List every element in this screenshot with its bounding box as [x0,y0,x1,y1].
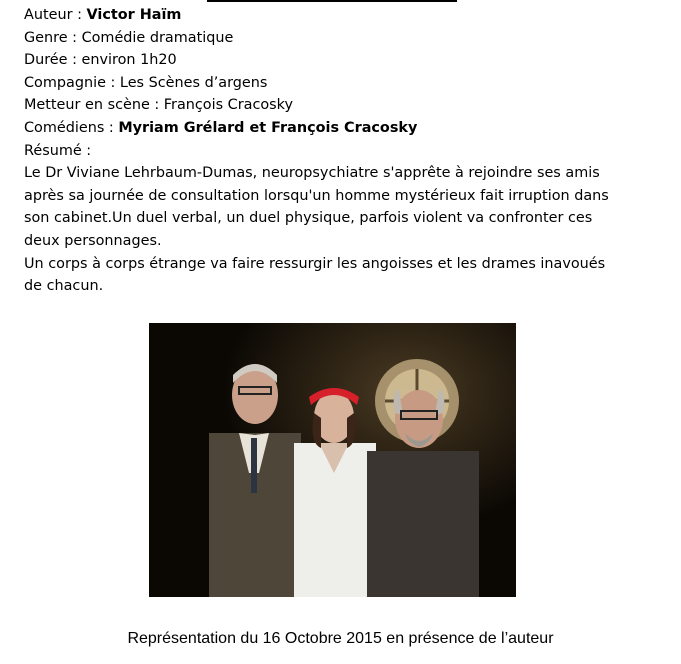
author-line [24,4,664,27]
summary-line-4: deux personnages. [24,232,162,249]
top-rule [207,0,457,2]
author-name: Victor Haïm [86,7,182,23]
play-info [24,4,664,298]
actors-names: Myriam Grélard et François Cracosky [118,119,418,136]
summary-line-1: Le Dr Viviane Lehrbaum-Dumas, neuropsychiatre s'apprête à rejoindre ses amis [24,165,600,182]
actors-label: Comédiens : [24,119,119,136]
duration-line: Durée : environ 1h20 [24,52,177,69]
photo-caption: Représentation du 16 Octobre 2015 en présence de l’auteur [127,630,554,647]
summary-label: Résumé : [24,142,92,159]
author-label: Auteur : [24,7,87,23]
director-line: Metteur en scène : François Cracosky [24,97,294,114]
cast-photo-illustration [149,323,516,597]
company-line: Compagnie : Les Scènes d’argens [24,74,268,91]
summary-line-2: après sa journée de consultation lorsqu'un homme mystérieux fait irruption dans [24,187,609,204]
summary-line-5: Un corps à corps étrange va faire ressurgir les angoisses et les drames inavoués [24,255,606,272]
summary-line-6: de chacun. [24,278,104,295]
summary-line-3: son cabinet.Un duel verbal, un duel physique, parfois violent va confronter ces [24,210,593,227]
cast-photo [149,323,516,597]
genre-line: Genre : Comédie dramatique [24,29,234,46]
actors-line [24,117,664,140]
